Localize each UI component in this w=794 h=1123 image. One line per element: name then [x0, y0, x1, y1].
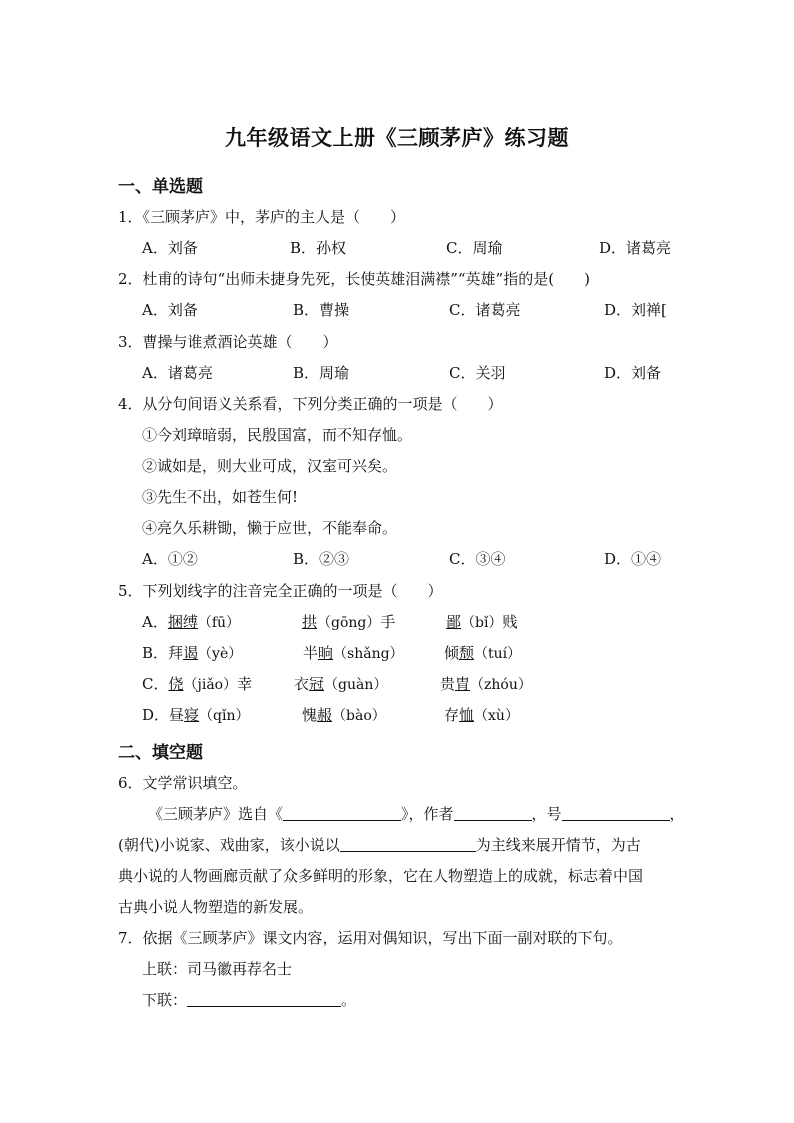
- question-2-option-a: A．刘备: [142, 301, 198, 319]
- question-5-option-a-item-2: 拱（gōng）手: [302, 613, 396, 631]
- question-5-option-b-item-2: 半晌（shǎng）: [303, 644, 404, 662]
- question-4-option-c: C．③④: [449, 550, 506, 568]
- question-4-option-b: B．②③: [293, 550, 350, 568]
- blank-author[interactable]: [454, 804, 532, 821]
- question-2-option-d: D．刘禅[: [604, 301, 667, 319]
- section-heading-single-choice: 一、单选题: [118, 177, 203, 197]
- question-3-option-c: C．关羽: [449, 364, 506, 382]
- question-5-option-a-item-1: A．捆缚（fū）: [142, 613, 241, 631]
- question-2-stem: 2．杜甫的诗句“出师未捷身先死，长使英雄泪满襟”“英雄”指的是( ): [118, 270, 590, 288]
- question-7-stem: 7．依据《三顾茅庐》课文内容，运用对偶知识，写出下面一副对联的下句。: [118, 929, 623, 947]
- question-3-option-a: A．诸葛亮: [142, 364, 213, 382]
- question-1-option-c: C．周瑜: [446, 239, 503, 257]
- question-6-line-3: 典小说的人物画廊贡献了众多鲜明的形象，它在人物塑造上的成就，标志着中国: [118, 867, 644, 885]
- question-4-sentence-1: ①今刘璋暗弱，民殷国富，而不知存恤。: [142, 426, 413, 444]
- question-1-option-a: A．刘备: [142, 239, 198, 257]
- question-5-option-c-item-2: 衣冠（guàn）: [294, 675, 388, 693]
- question-5-stem: 5．下列划线字的注音完全正确的一项是（ ）: [118, 582, 443, 600]
- question-3-stem: 3．曹操与谁煮酒论英雄（ ）: [118, 333, 338, 351]
- question-4-sentence-3: ③先生不出，如苍生何!: [142, 488, 299, 506]
- question-1-option-d: D．诸葛亮: [599, 239, 672, 257]
- question-4-option-a: A．①②: [142, 550, 198, 568]
- question-6-line-4: 古典小说人物塑造的新发展。: [118, 898, 314, 916]
- question-5-option-b-item-1: B．拜谒（yè）: [142, 644, 243, 662]
- question-6-line-2: (朝代)小说家、戏曲家，该小说以 为主线来展开情节，为古: [118, 836, 641, 854]
- question-3-option-d: D．刘备: [604, 364, 662, 382]
- question-5-option-d-item-1: D．昼寝（qǐn）: [142, 706, 250, 724]
- question-5-option-d-item-2: 愧赧（bào）: [302, 706, 386, 724]
- question-7-lower-couplet: 下联： 。: [142, 991, 357, 1009]
- question-4-stem: 4．从分句间语义关系看，下列分类正确的一项是（ ）: [118, 395, 503, 413]
- page-title: 九年级语文上册《三顾茅庐》练习题: [225, 126, 569, 150]
- question-7-upper-couplet: 上联：司马徽再荐名士: [142, 960, 293, 978]
- question-1-stem: 1．《三顾茅庐》中，茅庐的主人是（ ）: [118, 208, 406, 226]
- blank-main-thread[interactable]: [340, 835, 476, 852]
- blank-lower-couplet[interactable]: [187, 990, 341, 1007]
- question-5-option-d-item-3: 存恤（xù）: [444, 706, 519, 724]
- blank-pen-name[interactable]: [562, 804, 670, 821]
- question-2-option-c: C．诸葛亮: [449, 301, 521, 319]
- question-5-option-c-item-1: C．侥（jiǎo）幸: [142, 675, 253, 693]
- question-4-sentence-4: ④亮久乐耕锄，懒于应世，不能奉命。: [142, 519, 398, 537]
- section-heading-fill-in: 二、填空题: [118, 743, 203, 763]
- question-3-option-b: B．周瑜: [293, 364, 350, 382]
- question-6-stem: 6．文学常识填空。: [118, 774, 248, 792]
- question-2-option-b: B．曹操: [293, 301, 350, 319]
- question-1-option-b: B．孙权: [290, 239, 347, 257]
- question-5-option-a-item-3: 鄙（bǐ）贱: [446, 613, 518, 631]
- question-4-sentence-2: ②诚如是，则大业可成，汉室可兴矣。: [142, 457, 398, 475]
- question-4-option-d: D．①④: [604, 550, 662, 568]
- question-5-option-c-item-3: 贵胄（zhóu）: [440, 675, 532, 693]
- question-6-line-1: 《三顾茅庐》选自《 》，作者 ，号 ，: [148, 805, 685, 823]
- question-5-option-b-item-3: 倾颓（tuí）: [444, 644, 522, 662]
- blank-book-title[interactable]: [283, 804, 401, 821]
